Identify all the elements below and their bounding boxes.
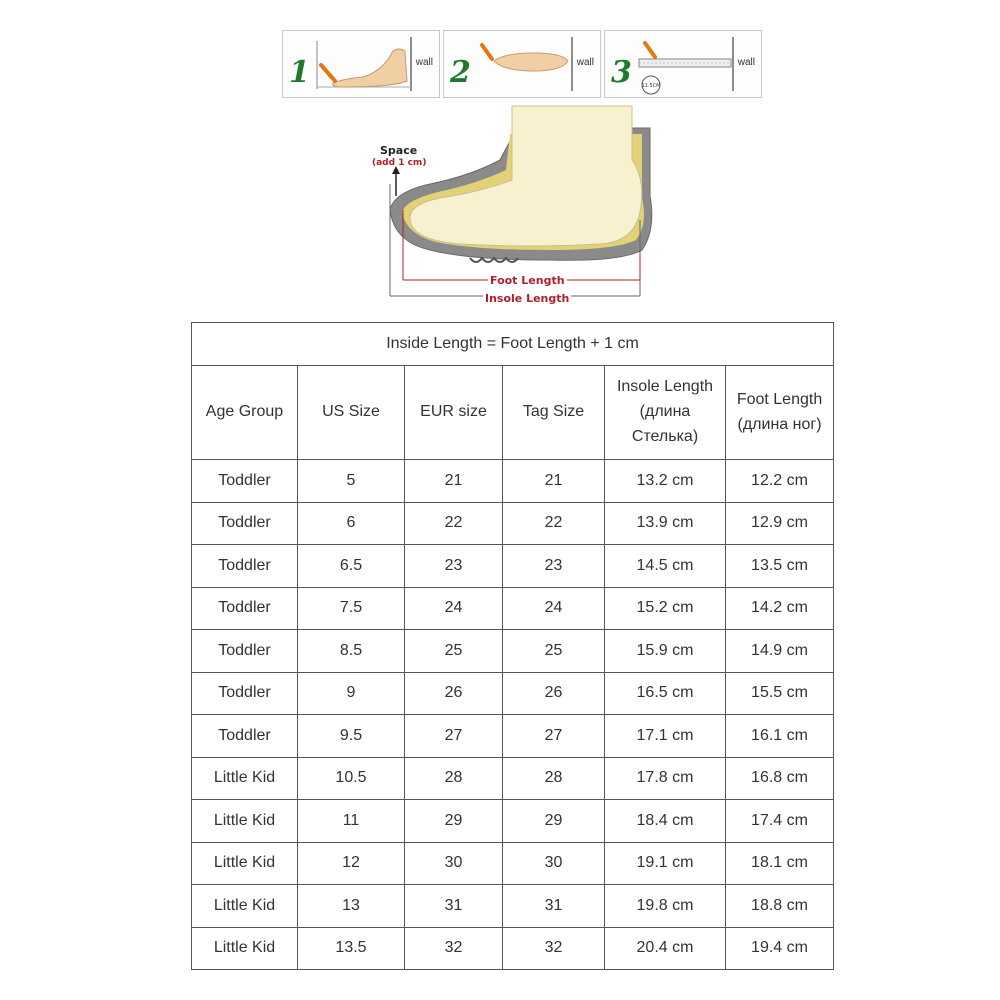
table-cell: 25 — [503, 630, 605, 673]
table-cell: Little Kid — [192, 927, 298, 970]
pencil-icon — [645, 43, 655, 57]
table-row — [192, 800, 834, 843]
table-cell: 22 — [503, 502, 605, 545]
table-cell: 16.1 cm — [726, 715, 834, 758]
table-cell: 15.9 cm — [605, 630, 726, 673]
step-1-panel — [282, 30, 440, 98]
ruler-reading: 11.5CM — [641, 83, 661, 89]
column-header-label: Insole Length — [616, 378, 714, 396]
table-row — [192, 757, 834, 800]
table-cell: Toddler — [192, 587, 298, 630]
table-cell: 12.2 cm — [726, 460, 834, 503]
table-cell: 26 — [503, 672, 605, 715]
table-cell: Toddler — [192, 672, 298, 715]
table-cell: 13.9 cm — [605, 502, 726, 545]
table-cell: 18.8 cm — [726, 885, 834, 928]
table-cell: 20.4 cm — [605, 927, 726, 970]
table-cell: 31 — [503, 885, 605, 928]
table-cell: Toddler — [192, 630, 298, 673]
table-cell: 32 — [405, 927, 503, 970]
space-note: (add 1 cm) — [372, 158, 427, 168]
table-cell: 7.5 — [298, 587, 405, 630]
wall-label: wall — [737, 57, 755, 68]
table-cell: 14.9 cm — [726, 630, 834, 673]
pencil-icon — [482, 45, 492, 59]
table-cell: 21 — [405, 460, 503, 503]
table-row — [192, 842, 834, 885]
table-cell: 6.5 — [298, 545, 405, 588]
table-cell: 25 — [405, 630, 503, 673]
table-cell: 12.9 cm — [726, 502, 834, 545]
table-cell: 13 — [298, 885, 405, 928]
table-cell: Toddler — [192, 502, 298, 545]
table-cell: 15.2 cm — [605, 587, 726, 630]
table-cell: 13.5 cm — [726, 545, 834, 588]
column-header — [605, 366, 726, 460]
column-header — [405, 366, 503, 460]
table-row — [192, 502, 834, 545]
table-cell: 16.8 cm — [726, 757, 834, 800]
table-cell: Little Kid — [192, 800, 298, 843]
table-cell: Toddler — [192, 545, 298, 588]
table-row — [192, 630, 834, 673]
table-cell: 17.1 cm — [605, 715, 726, 758]
column-header — [503, 366, 605, 460]
table-cell: 27 — [503, 715, 605, 758]
table-cell: Little Kid — [192, 885, 298, 928]
table-cell: 18.1 cm — [726, 842, 834, 885]
foot-top-view-icon — [494, 53, 568, 71]
table-cell: 28 — [405, 757, 503, 800]
wall-label: wall — [576, 57, 594, 68]
table-row — [192, 885, 834, 928]
table-cell: 18.4 cm — [605, 800, 726, 843]
step-2-panel — [443, 30, 601, 98]
table-cell: 13.5 — [298, 927, 405, 970]
column-header-label: Age Group — [205, 403, 284, 421]
insole-length-label: Insole Length — [485, 292, 570, 305]
table-cell: 11 — [298, 800, 405, 843]
column-header-label: US Size — [322, 403, 380, 421]
column-header — [298, 366, 405, 460]
table-cell: Little Kid — [192, 757, 298, 800]
table-cell: 16.5 cm — [605, 672, 726, 715]
table-title: Inside Length = Foot Length + 1 cm — [192, 323, 834, 366]
step-number: 3 — [611, 55, 632, 90]
table-row — [192, 587, 834, 630]
table-row — [192, 927, 834, 970]
foot-icon — [333, 49, 407, 87]
table-cell: 24 — [503, 587, 605, 630]
shoe-fit-diagram — [350, 100, 680, 315]
table-cell: 24 — [405, 587, 503, 630]
table-cell: 23 — [503, 545, 605, 588]
table-cell: 15.5 cm — [726, 672, 834, 715]
table-cell: 19.4 cm — [726, 927, 834, 970]
table-cell: 32 — [503, 927, 605, 970]
table-cell: 17.8 cm — [605, 757, 726, 800]
table-title-row — [192, 323, 834, 366]
column-header — [192, 366, 298, 460]
table-cell: 28 — [503, 757, 605, 800]
table-cell: 31 — [405, 885, 503, 928]
column-header-label: Foot Length — [736, 390, 823, 408]
column-header-translation: (длина Стелька) — [631, 403, 699, 445]
table-cell: 26 — [405, 672, 503, 715]
table-cell: 29 — [405, 800, 503, 843]
table-cell: Toddler — [192, 460, 298, 503]
column-header — [726, 366, 834, 460]
table-cell: 30 — [503, 842, 605, 885]
wall-label: wall — [415, 57, 433, 68]
table-cell: 14.2 cm — [726, 587, 834, 630]
table-cell: 9.5 — [298, 715, 405, 758]
table-cell: 29 — [503, 800, 605, 843]
table-cell: Little Kid — [192, 842, 298, 885]
table-cell: 13.2 cm — [605, 460, 726, 503]
column-header-label: Tag Size — [522, 403, 585, 421]
size-chart-table — [191, 322, 834, 970]
table-header-row — [192, 366, 834, 460]
table-cell: 19.1 cm — [605, 842, 726, 885]
table-row — [192, 715, 834, 758]
table-row — [192, 672, 834, 715]
table-cell: 17.4 cm — [726, 800, 834, 843]
column-header-label: EUR size — [420, 403, 487, 421]
pencil-icon — [321, 65, 335, 81]
column-header-translation: (длина ног) — [737, 415, 822, 433]
table-cell: 12 — [298, 842, 405, 885]
step-number: 1 — [289, 55, 310, 90]
table-cell: 9 — [298, 672, 405, 715]
table-cell: 6 — [298, 502, 405, 545]
table-cell: 30 — [405, 842, 503, 885]
measuring-steps — [282, 30, 762, 98]
foot-length-label: Foot Length — [490, 274, 565, 287]
table-cell: 22 — [405, 502, 503, 545]
table-cell: 14.5 cm — [605, 545, 726, 588]
table-cell: 23 — [405, 545, 503, 588]
table-cell: Toddler — [192, 715, 298, 758]
step-3-panel — [604, 30, 762, 98]
table-row — [192, 460, 834, 503]
table-cell: 8.5 — [298, 630, 405, 673]
table-cell: 27 — [405, 715, 503, 758]
step-number: 2 — [450, 55, 471, 90]
table-cell: 21 — [503, 460, 605, 503]
table-cell: 5 — [298, 460, 405, 503]
table-cell: 19.8 cm — [605, 885, 726, 928]
space-label: Space — [380, 144, 418, 157]
table-row — [192, 545, 834, 588]
table-cell: 10.5 — [298, 757, 405, 800]
